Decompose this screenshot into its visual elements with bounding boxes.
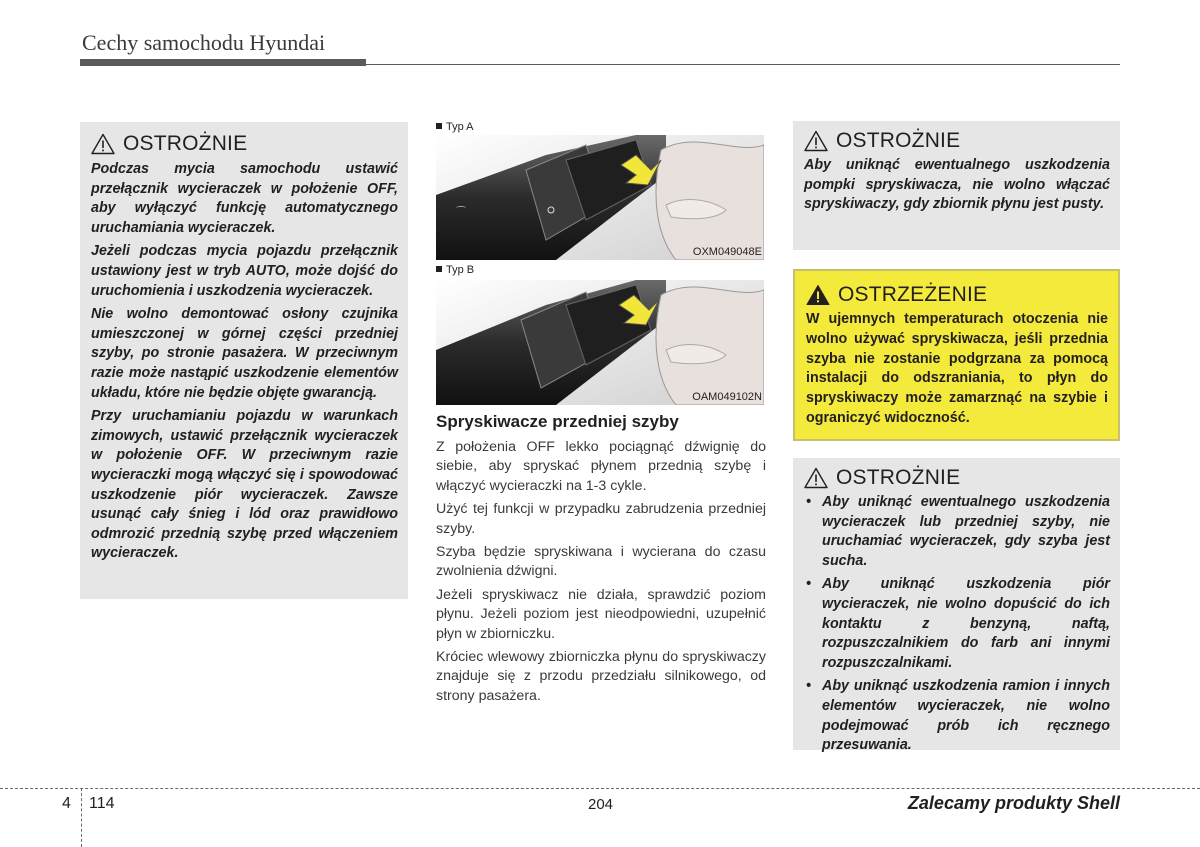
- body-paragraph: Z położenia OFF lekko pociągnąć dźwignię do siebie, aby spryskać płynem przednią szybę i włączyć wycieraczki na 1-3 cykle.: [436, 439, 766, 494]
- caution-heading-text: OSTROŻNIE: [836, 129, 961, 152]
- page-number: 114: [89, 795, 115, 812]
- figure-label-a: Typ A: [436, 121, 474, 133]
- warning-triangle-icon: [91, 133, 115, 155]
- caution-heading-text: OSTROŻNIE: [123, 132, 248, 155]
- square-bullet-icon: [436, 266, 442, 272]
- caution-paragraph: Nie wolno demontować osłony czujnika umieszczonej w górnej części przedniej szyby, po stronie pasażera. W przeciwnym razie może nastąpić uszkodzenie elementów układu, które nie będzie objęte gwarancją.: [91, 306, 398, 401]
- figure-wiper-lever-a: [436, 135, 764, 260]
- wiper-lever-illustration: [436, 280, 764, 405]
- caution-box-left: [80, 122, 408, 599]
- warning-triangle-filled-icon: [806, 284, 830, 306]
- warning-box: [793, 269, 1120, 441]
- scan-page-number: 204: [588, 796, 614, 813]
- caution-bullet: • Aby uniknąć uszkodzenia ramion i innych elementów wycieraczek, nie wolno podejmować prób ich ręcznego przesuwania.: [804, 677, 1110, 755]
- wiper-lever-illustration: [436, 135, 764, 260]
- figure-wiper-lever-b: [436, 280, 764, 405]
- header-rule: [366, 64, 1120, 65]
- caution-heading: [804, 466, 1110, 490]
- caution-paragraph: Jeżeli podczas mycia pojazdu przełącznik ustawiony jest w tryb AUTO, może dojść do uruchomienia i uszkodzenia wycieraczek.: [91, 243, 398, 299]
- caution-heading-text: OSTROŻNIE: [836, 466, 961, 489]
- footer-divider: [81, 788, 82, 847]
- caution-paragraph: Aby uniknąć ewentualnego uszkodzenia pompki spryskiwacza, nie wolno włączać spryskiwaczy, gdy zbiornik płynu jest pusty.: [804, 157, 1110, 213]
- caution-paragraph: Przy uruchamianiu pojazdu w warunkach zimowych, ustawić przełącznik wycieraczek w położenie OFF. W przeciwnym razie wycieraczki mogą włączyć się i spowodować uszkodzenie piór wycieraczek. Zawsze usunąć cały śnieg i lód oraz prawidłowo odmrozić przednią szybę przed włączeniem wycieraczek.: [91, 408, 398, 562]
- chapter-number: 4: [62, 795, 71, 812]
- body-paragraph: Jeżeli spryskiwacz nie działa, sprawdzić poziom płynu. Jeżeli poziom jest nieodpowiedni, uzupełnić płyn w zbiorniczku.: [436, 586, 766, 642]
- warning-paragraph: W ujemnych temperaturach otoczenia nie wolno używać spryskiwacza, jeśli przednia szyba nie zostanie podgrzana za pomocą instalacji do odszraniania, to płyn do spryskiwaczy może zamarznąć na szybie i ograniczyć widoczność.: [806, 311, 1108, 426]
- figure-label-b: Typ B: [436, 264, 474, 276]
- warning-triangle-icon: [804, 467, 828, 489]
- section-title: Spryskiwacze przedniej szyby: [436, 412, 679, 431]
- body-paragraph: Użyć tej funkcji w przypadku zabrudzenia przedniej szyby.: [436, 501, 766, 537]
- caution-heading: [91, 132, 398, 156]
- caution-bullet-list: [804, 493, 1110, 756]
- caution-bullet: • Aby uniknąć ewentualnego uszkodzenia wycieraczek lub przedniej szyby, nie uruchamiać wycieraczek, gdy szyba jest sucha.: [804, 493, 1110, 571]
- caution-box-right-top: [793, 121, 1120, 250]
- section-body: [436, 438, 766, 710]
- page-header-title: Cechy samochodu Hyundai: [82, 30, 326, 55]
- caution-box-right-bottom: [793, 458, 1120, 754]
- caution-heading: [804, 129, 1110, 153]
- warning-triangle-icon: [804, 130, 828, 152]
- body-paragraph: Szyba będzie spryskiwana i wycierana do czasu zwolnienia dźwigni.: [436, 544, 766, 580]
- footer-rule: [0, 788, 1200, 789]
- square-bullet-icon: [436, 123, 442, 129]
- svg-text:⌒: ⌒: [456, 207, 466, 218]
- figure-code: OAM049102N: [692, 391, 762, 403]
- caution-bullet: • Aby uniknąć uszkodzenia piór wycieraczek, nie wolno dopuścić do ich kontaktu z benzyną, naftą, rozpuszczalnikiem do farb ani innymi rozpuszczalnikami.: [804, 575, 1110, 673]
- caution-paragraph: Podczas mycia samochodu ustawić przełącznik wycieraczek w położenie OFF, aby wyłączyć funkcję automatycznego uruchamiania wycieraczek.: [91, 161, 398, 236]
- warning-heading-text: OSTRZEŻENIE: [838, 283, 988, 306]
- body-paragraph: Króciec wlewowy zbiorniczka płynu do spryskiwaczy znajduje się z przodu przedziału silnikowego, od strony pasażera.: [436, 649, 766, 704]
- footer-tagline: Zalecamy produkty Shell: [907, 793, 1120, 813]
- figure-code: OXM049048E: [692, 246, 762, 258]
- warning-heading: [806, 283, 1108, 307]
- header-bar: [80, 59, 366, 66]
